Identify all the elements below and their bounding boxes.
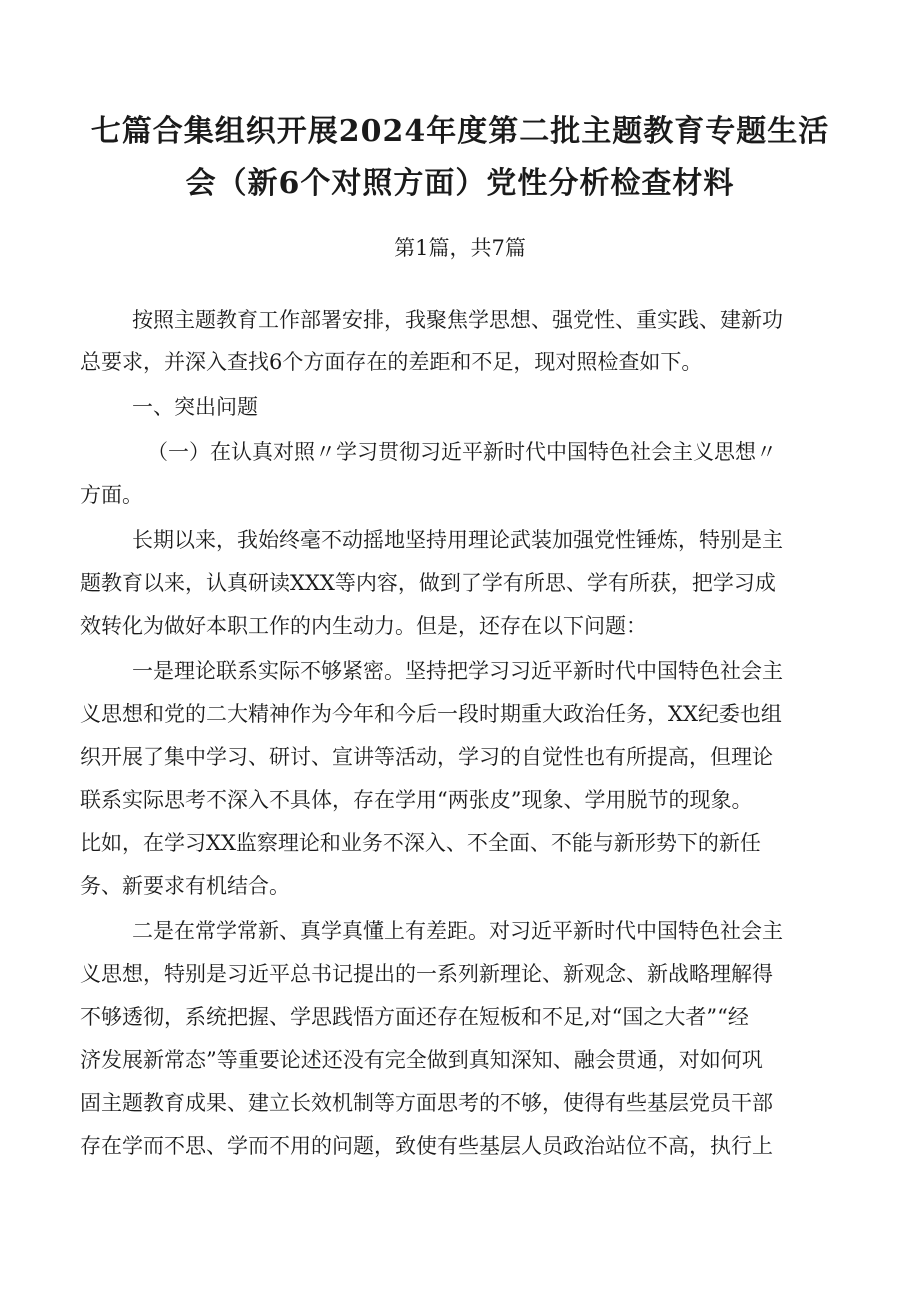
document-subtitle: 第1篇，共7篇 [394,236,526,260]
body-line: 长期以来，我始终毫不动摇地坚持用理论武装加强党性锤炼，特别是主 [132,528,783,552]
document-title-line-1: 七篇合集组织开展2024年度第二批主题教育专题生活 [90,114,830,149]
body-line: 济发展新常态”等重要论述还没有完全做到真知深知、融会贯通，对如何巩 [80,1048,763,1072]
body-line: 比如，在学习XX监察理论和业务不深入、不全面、不能与新形势下的新任 [80,831,761,855]
body-line: 一是理论联系实际不够紧密。坚持把学习习近平新时代中国特色社会主 [132,659,783,683]
body-line: 方面。 [80,483,143,507]
subsection-heading: （一）在认真对照〃学习贯彻习近平新时代中国特色社会主义思想〃 [147,440,777,464]
body-line: 织开展了集中学习、研讨、宣讲等活动，学习的自觉性也有所提高，但理论 [80,745,773,769]
body-line: 效转化为做好本职工作的内生动力。但是，还存在以下问题： [80,614,647,638]
body-line: 义思想和党的二大精神作为今年和今后一段时期重大政治任务，XX纪委也组 [80,702,782,726]
body-line: 存在学而不思、学而不用的问题，致使有些基层人员政治站位不高，执行上 [80,1134,773,1158]
body-line: 不够透彻，系统把握、学思践悟方面还存在短板和不足,对“国之大者”“经 [80,1005,749,1029]
body-line: 总要求，并深入查找6个方面存在的差距和不足，现对照检查如下。 [80,350,703,374]
body-line: 固主题教育成果、建立长效机制等方面思考的不够，使得有些基层党员干部 [80,1091,773,1115]
document-title-line-2: 会（新6个对照方面）党性分析检查材料 [185,166,735,201]
body-line: 联系实际思考不深入不具体，存在学用“两张皮”现象、学用脱节的现象。 [80,788,753,812]
body-line: 务、新要求有机结合。 [80,874,290,898]
body-line: 题教育以来，认真研读XXX等内容，做到了学有所思、学有所获，把学习成 [80,571,776,595]
body-line: 按照主题教育工作部署安排，我聚焦学思想、强党性、重实践、建新功 [132,308,783,332]
body-line: 义思想，特别是习近平总书记提出的一系列新理论、新观念、新战略理解得 [80,962,773,986]
body-line: 二是在常学常新、真学真懂上有差距。对习近平新时代中国特色社会主 [132,919,783,943]
section-heading: 一、突出问题 [132,395,258,419]
